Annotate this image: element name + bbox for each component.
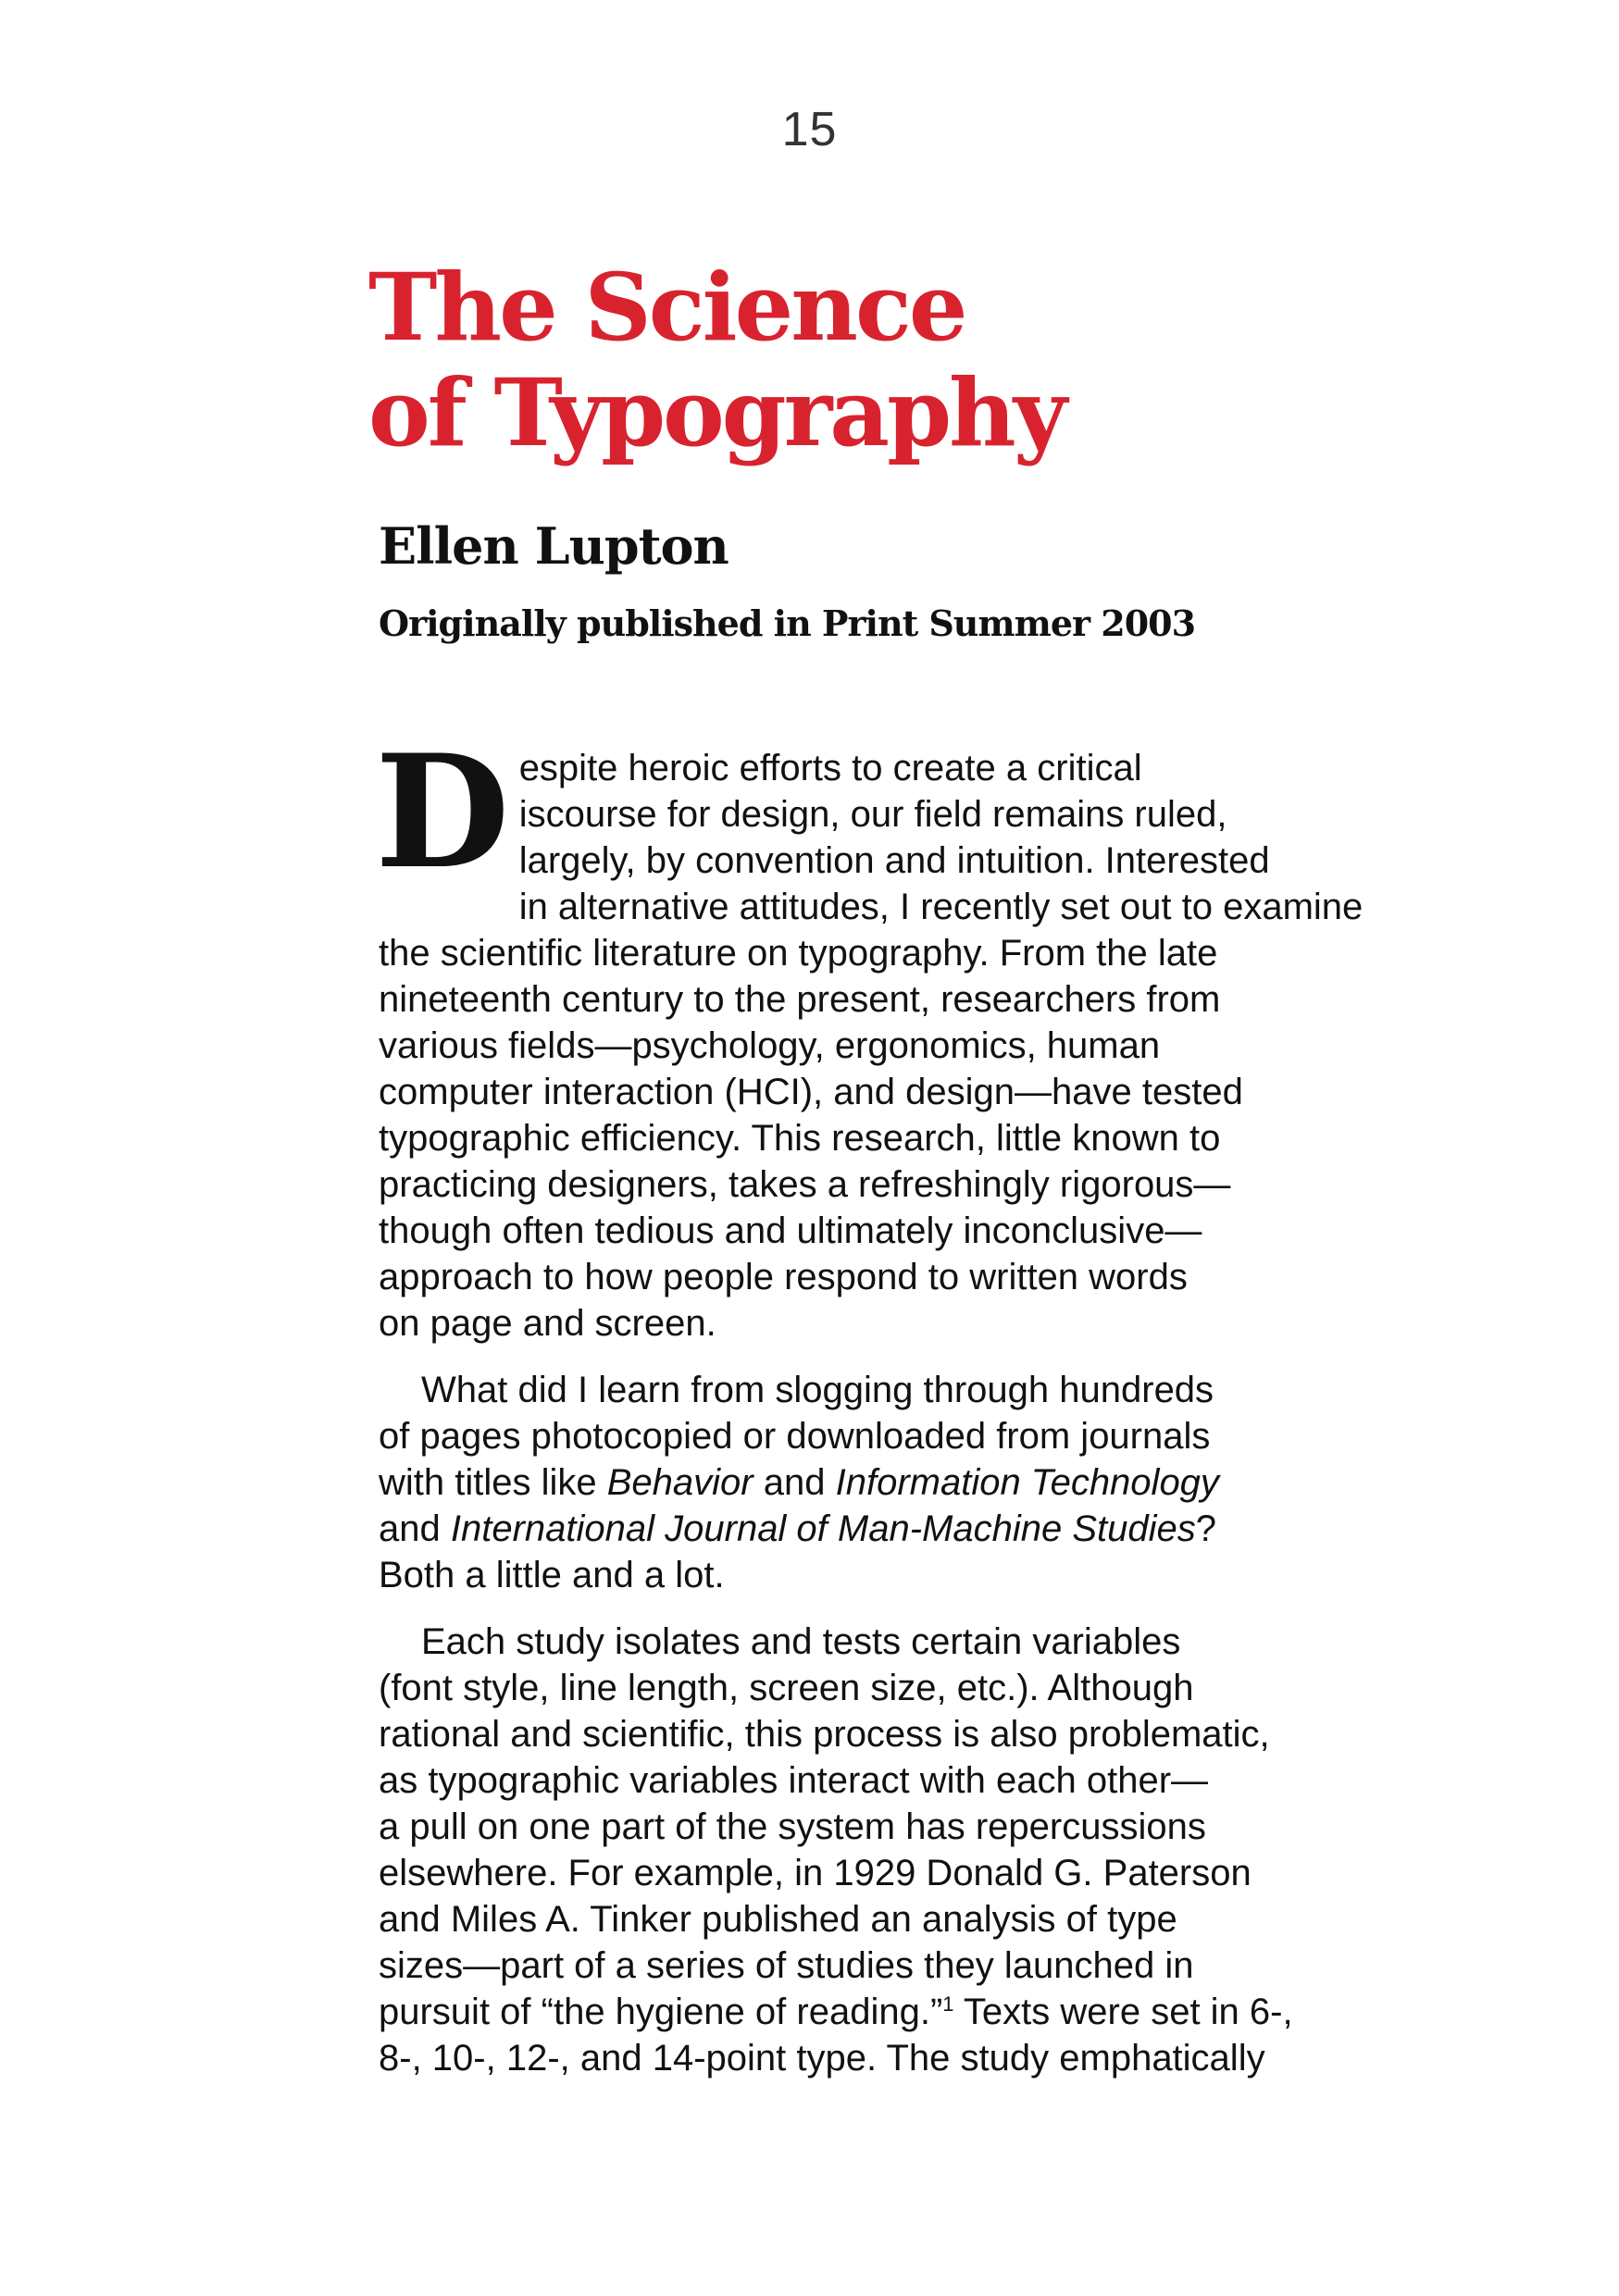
drop-cap: D (375, 720, 510, 903)
publication-info: Originally published in Print Summer 2003 (379, 602, 1196, 644)
text-line: of pages photocopied or downloaded from journals (379, 1416, 1211, 1457)
title-line-2: of Typography (368, 358, 1065, 467)
text-line (379, 1459, 1323, 1506)
text-line: espite heroic efforts to create a critical (518, 748, 1142, 788)
article-title (368, 254, 1065, 465)
journal-title: Behavior (606, 1462, 753, 1503)
text-line: approach to how people respond to written words (379, 1257, 1188, 1297)
text-run: ? (1195, 1508, 1217, 1549)
article-body (375, 720, 1364, 2081)
journal-title: International Journal of Man-Machine Studies (450, 1508, 1196, 1549)
text-run: Texts were set in 6-, (953, 1992, 1293, 2032)
text-line: practicing designers, takes a refreshingly rigorous— (379, 1164, 1231, 1205)
text-line: (font style, line length, screen size, etc.). Although (379, 1668, 1194, 1708)
paragraph-1 (375, 720, 1364, 1347)
text-line: the scientific literature on typography. From the late (379, 933, 1218, 974)
text-run: and (379, 1508, 451, 1549)
page-number: 15 (781, 103, 838, 156)
title-line-1: The Science (368, 253, 965, 362)
journal-title: Information Technology (835, 1462, 1219, 1503)
footnote-marker[interactable]: 1 (942, 1992, 954, 2016)
text-line: sizes—part of a series of studies they launched in (379, 1945, 1194, 1986)
paragraph-2 (379, 1367, 1323, 1598)
author-name: Ellen Lupton (379, 516, 729, 576)
text-line: as typographic variables interact with each other— (379, 1760, 1209, 1801)
text-line: various fields—psychology, ergonomics, human (379, 1025, 1161, 1066)
text-run: with titles like (379, 1462, 607, 1503)
text-line: computer interaction (HCI), and design—have tested (379, 1072, 1243, 1112)
text-line: a pull on one part of the system has repercussions (379, 1806, 1206, 1847)
text-run: pursuit of “the hygiene of reading.” (379, 1992, 943, 2032)
text-line: Both a little and a lot. (379, 1555, 725, 1595)
text-line: iscourse for design, our field remains ruled, (518, 794, 1227, 835)
text-line (379, 1506, 1323, 1552)
text-line: typographic efficiency. This research, little known to (379, 1118, 1221, 1159)
text-line: Each study isolates and tests certain variables (421, 1621, 1181, 1662)
text-line: 8-, 10-, 12-, and 14-point type. The study emphatically (379, 2038, 1265, 2079)
text-line: and Miles A. Tinker published an analysis of type (379, 1899, 1177, 1940)
text-line (379, 1989, 1323, 2035)
text-line: though often tedious and ultimately inconclusive— (379, 1210, 1202, 1251)
text-line: largely, by convention and intuition. Interested (518, 840, 1270, 881)
text-line: nineteenth century to the present, researchers from (379, 979, 1221, 1020)
text-line: What did I learn from slogging through hundreds (421, 1370, 1214, 1410)
text-line: on page and screen. (379, 1303, 716, 1344)
text-line: elsewhere. For example, in 1929 Donald G. Paterson (379, 1853, 1252, 1893)
text-line: in alternative attitudes, I recently set out to examine (518, 887, 1364, 927)
text-run: and (753, 1462, 836, 1503)
text-line: rational and scientific, this process is also problematic, (379, 1714, 1270, 1755)
paragraph-3 (379, 1619, 1323, 2081)
